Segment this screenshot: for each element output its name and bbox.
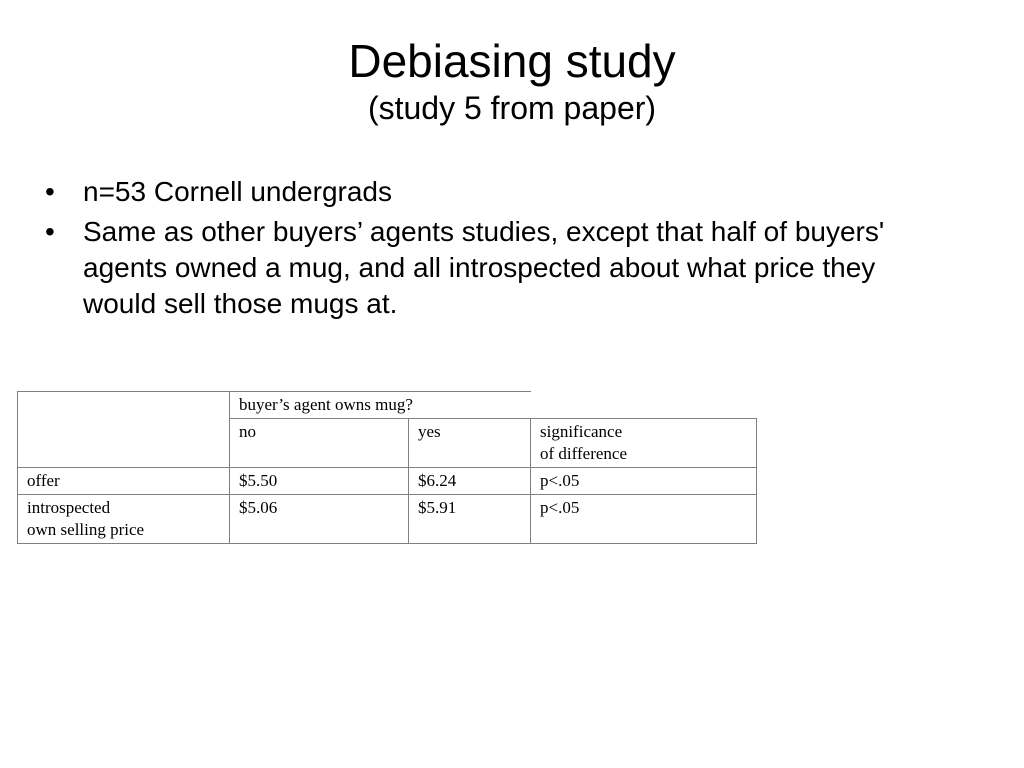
table-row bbox=[18, 495, 757, 544]
group-header-text: buyer’s agent owns mug? bbox=[239, 395, 413, 414]
table-empty-cell bbox=[531, 392, 757, 419]
bullet-icon: • bbox=[45, 176, 55, 207]
row-label-line1: introspected bbox=[27, 498, 111, 517]
row-label-line2: own selling price bbox=[27, 520, 145, 539]
value-no-cell bbox=[230, 495, 409, 544]
header-no-text: no bbox=[239, 422, 256, 441]
row-label-cell bbox=[18, 495, 230, 544]
slide-title bbox=[0, 34, 1024, 128]
bullet-icon: • bbox=[45, 216, 55, 247]
header-yes-cell bbox=[409, 419, 531, 468]
bullet-item bbox=[45, 214, 945, 322]
bullet-item bbox=[45, 174, 945, 210]
value-significance-cell bbox=[531, 468, 757, 495]
header-significance-line2: of difference bbox=[540, 444, 627, 463]
value-no: $5.06 bbox=[239, 498, 278, 517]
table-corner-cell bbox=[18, 392, 230, 468]
row-label-cell bbox=[18, 468, 230, 495]
value-yes: $6.24 bbox=[418, 471, 457, 490]
header-significance-line1: significance bbox=[540, 422, 623, 441]
title-main: Debiasing study bbox=[348, 35, 676, 87]
title-subtitle: (study 5 from paper) bbox=[367, 90, 657, 126]
table-header-row bbox=[18, 392, 757, 419]
table-row bbox=[18, 468, 757, 495]
value-significance-cell bbox=[531, 495, 757, 544]
value-significance: p<.05 bbox=[540, 471, 580, 490]
bullet-text: Same as other buyers’ agents studies, except that half of buyers' agents owned a mug, and all introspected about what price they would sell those mugs at. bbox=[83, 216, 885, 319]
value-no-cell bbox=[230, 468, 409, 495]
value-significance: p<.05 bbox=[540, 498, 580, 517]
bullet-list bbox=[45, 174, 945, 326]
header-significance-cell bbox=[531, 419, 757, 468]
bullet-text: n=53 Cornell undergrads bbox=[83, 176, 392, 207]
row-label-line1: offer bbox=[27, 471, 60, 490]
header-yes-text: yes bbox=[418, 422, 441, 441]
value-yes: $5.91 bbox=[418, 498, 457, 517]
value-no: $5.50 bbox=[239, 471, 278, 490]
group-header-cell bbox=[230, 392, 531, 419]
value-yes-cell bbox=[409, 468, 531, 495]
results-table bbox=[17, 391, 757, 544]
header-no-cell bbox=[230, 419, 409, 468]
value-yes-cell bbox=[409, 495, 531, 544]
